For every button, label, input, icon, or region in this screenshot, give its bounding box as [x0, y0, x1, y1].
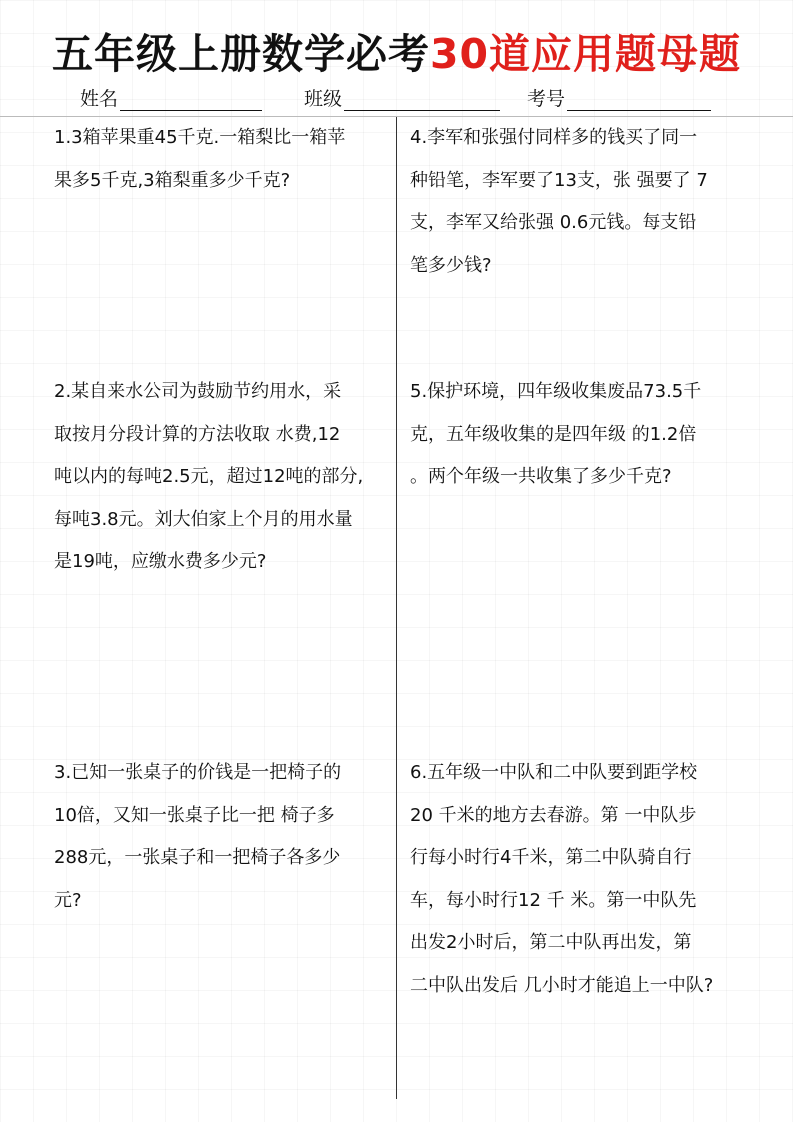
question-line: 10倍，又知一张桌子比一把 椅子多	[54, 804, 335, 826]
title-black: 五年级上册数学必考	[51, 30, 430, 78]
question-line: 车，每小时行12 千 米。第一中队先	[410, 889, 697, 911]
question-line: 出发2小时后，第二中队再出发，第	[410, 932, 692, 953]
question-line: 20 千米的地方去春游。第 一中队步	[410, 804, 697, 826]
question-4	[410, 117, 730, 287]
class-blank[interactable]	[344, 90, 500, 111]
question-line: 每吨3.8元。刘大伯家上个月的用水量	[54, 508, 353, 530]
question-line: 二中队出发后 几小时才能追上一中队?	[410, 974, 714, 996]
question-line: 3.已知一张桌子的价钱是一把椅子的	[54, 762, 342, 783]
question-line: 笔多少钱?	[410, 254, 492, 276]
page-title	[0, 28, 793, 80]
number-blank[interactable]	[567, 90, 711, 111]
number-label: 考号	[527, 88, 566, 110]
question-line: 1.3箱苹果重45千克.一箱梨比一箱苹	[54, 127, 346, 148]
question-line: 种铅笔，李军要了13支，张 强要了 7	[410, 169, 708, 191]
question-line: 是19吨，应缴水费多少元?	[54, 551, 267, 572]
question-3	[54, 752, 374, 922]
name-label: 姓名	[80, 88, 119, 110]
question-line: 支，李军又给张强 0.6元钱。每支铅	[410, 212, 697, 233]
question-line: 4.李军和张强付同样多的钱买了同一	[410, 127, 698, 148]
question-line: 果多5千克,3箱梨重多少千克?	[54, 169, 291, 191]
question-line: 6.五年级一中队和二中队要到距学校	[410, 762, 698, 783]
question-line: 行每小时行4千米，第二中队骑自行	[410, 847, 692, 868]
number-field	[527, 84, 711, 111]
question-line: 克，五年级收集的是四年级 的1.2倍	[410, 423, 697, 445]
question-2	[54, 371, 374, 584]
column-divider	[396, 117, 397, 1099]
student-info-row	[0, 84, 793, 110]
title-red: 30道应用题母题	[429, 30, 742, 78]
question-6	[410, 752, 755, 1007]
class-label: 班级	[304, 88, 343, 110]
question-5	[410, 371, 730, 499]
question-1	[54, 117, 374, 202]
class-field	[304, 84, 500, 111]
question-line: 取按月分段计算的方法收取 水费,12	[54, 423, 341, 445]
question-line: 2.某自来水公司为鼓励节约用水，采	[54, 381, 342, 402]
question-line: 5.保护环境，四年级收集废品73.5千	[410, 381, 702, 402]
question-line: 元?	[54, 889, 82, 911]
question-line: 吨以内的每吨2.5元，超过12吨的部分,	[54, 466, 364, 487]
question-line: 。两个年级一共收集了多少千克?	[410, 466, 672, 487]
name-blank[interactable]	[120, 90, 262, 111]
name-field	[80, 84, 262, 111]
question-line: 288元，一张桌子和一把椅子各多少	[54, 847, 341, 868]
